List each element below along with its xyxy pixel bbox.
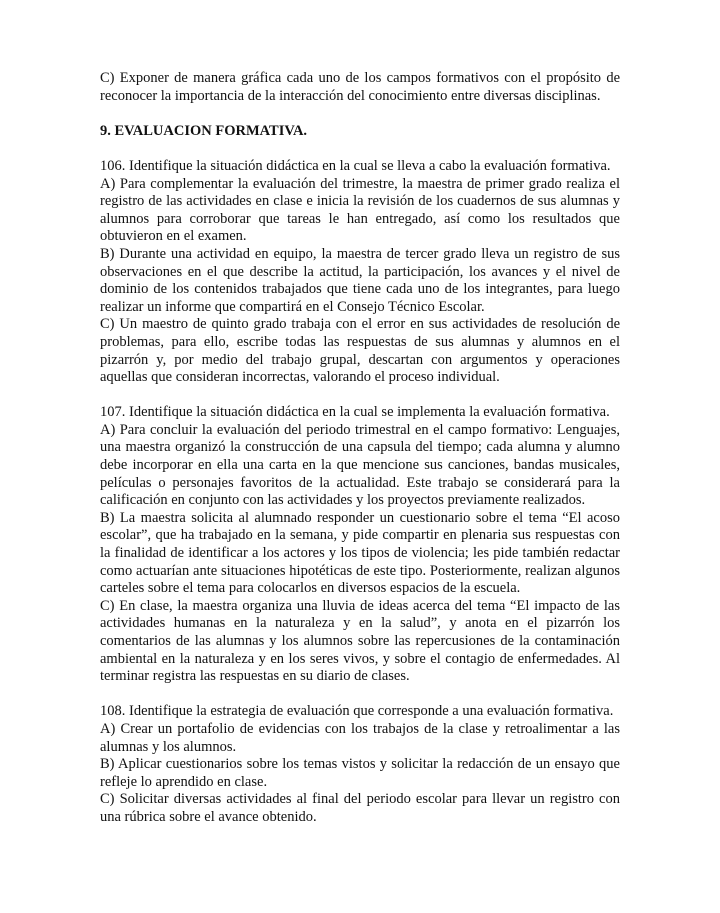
spacer	[100, 387, 620, 405]
question-108-option-c: C) Solicitar diversas actividades al final del periodo escolar para llevar un registro con una rúbrica sobre el avance obtenido.	[100, 791, 620, 825]
section-heading: 9. EVALUACION FORMATIVA.	[100, 122, 308, 139]
question-108-option-b: B) Aplicar cuestionarios sobre los temas vistos y solicitar la redacción de un ensayo que refleje lo aprendido en clase.	[100, 756, 620, 790]
question-107-option-a: A) Para concluir la evaluación del periodo trimestral en el campo formativo: Lenguajes, una maestra organizó la construcción de una capsula del tiempo; cada alumna y alumno debe incorporar en ella una carta en la que mencione sus canciones, bandas musicales, películas o personajes favoritos de la actualidad. Este trabajo se considerará para la calificación en conjunto con las actividades y los proyectos previamente realizados.	[100, 421, 620, 509]
question-106	[100, 158, 620, 387]
question-108	[100, 703, 620, 826]
intro-option-c: C) Exponer de manera gráfica cada uno de los campos formativos con el propósito de reconocer la importancia de la interacción del conocimiento entre diversas disciplinas.	[100, 70, 620, 104]
question-108-option-a: A) Crear un portafolio de evidencias con los trabajos de la clase y retroalimentar a las alumnas y los alumnos.	[100, 720, 620, 755]
spacer	[100, 105, 620, 123]
question-107-option-b: B) La maestra solicita al alumnado responder un cuestionario sobre el tema “El acoso escolar”, que ha trabajado en la semana, y pide compartir en plenaria sus respuestas con la finalidad de identificar a los actores y los tipos de violencia; les pide también redactar como actuarían ante situaciones hipotéticas de este tipo. Posteriormente, realizan algunos carteles sobre el tema para colocarlos en diversos espacios de la escuela.	[100, 509, 620, 597]
question-106-text: 106. Identifique la situación didáctica en la cual se lleva a cabo la evaluación formativa.	[100, 157, 611, 174]
spacer	[100, 140, 620, 158]
question-107-text: 107. Identifique la situación didáctica en la cual se implementa la evaluación formativa.	[100, 404, 610, 421]
spacer	[100, 686, 620, 704]
question-107	[100, 404, 620, 686]
question-108-text: 108. Identifique la estrategia de evaluación que corresponde a una evaluación formativa.	[100, 703, 614, 720]
question-106-option-b: B) Durante una actividad en equipo, la maestra de tercer grado lleva un registro de sus observaciones en el que describe la actitud, la participación, los avances y el nivel de dominio de los contenidos trabajados que tiene cada uno de los integrantes, para luego realizar un informe que compartirá en el Consejo Técnico Escolar.	[100, 245, 620, 315]
question-106-option-c: C) Un maestro de quinto grado trabaja con el error en sus actividades de resolución de problemas, para ello, escribe todas las respuestas de sus alumnas y alumnos en el pizarrón y, por medio del trabajo grupal, descartan con argumentos y operaciones aquellas que consideran incorrectas, valorando el proceso individual.	[100, 316, 620, 386]
question-107-option-c: C) En clase, la maestra organiza una lluvia de ideas acerca del tema “El impacto de las actividades humanas en la naturaleza y en la salud”, y anota en el pizarrón los comentarios de las alumnas y los alumnos sobre las repercusiones de la contaminación ambiental en la naturaleza y en los seres vivos, y sobre el contagio de enfermedades. Al terminar registra las respuestas en su diario de clases.	[100, 597, 620, 685]
question-106-option-a: A) Para complementar la evaluación del trimestre, la maestra de primer grado realiza el registro de las actividades en clase e inicia la revisión de los cuadernos de sus alumnas y alumnos para corroborar que tareas le han entregado, así como los resultados que obtuvieron en el examen.	[100, 175, 620, 245]
